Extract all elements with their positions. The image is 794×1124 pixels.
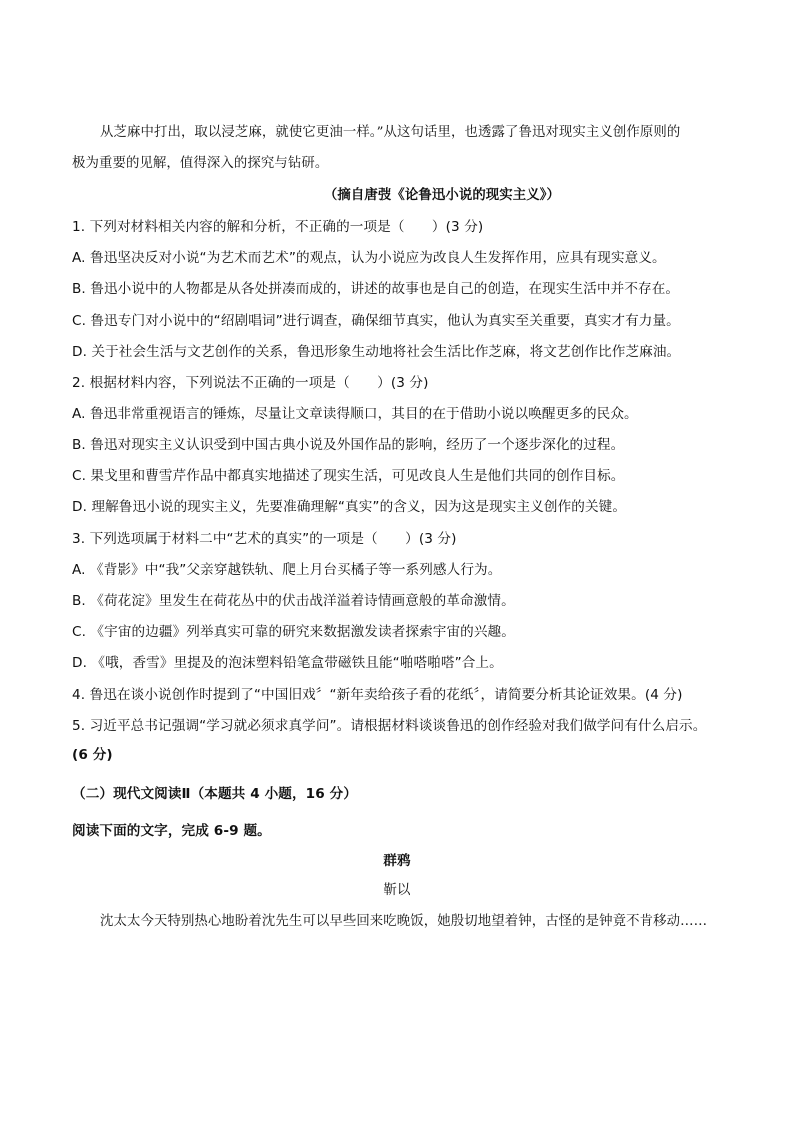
- question-2-option-d: D. 理解鲁迅小说的现实主义，先要准确理解“真实”的含义，因为这是现实主义创作的关键。: [72, 499, 627, 515]
- question-2-stem: 2. 根据材料内容，下列说法不正确的一项是（ ）(3 分): [72, 375, 429, 391]
- question-1-option-b: B. 鲁迅小说中的人物都是从各处拼凑而成的，讲述的故事也是自己的创造，在现实生活中并不存在。: [72, 281, 680, 297]
- story-first-line: 沈太太今天特别热心地盼着沈先生可以早些回来吃晚饭，她殷切地望着钟，古怪的是钟竟不肯移动……: [100, 914, 708, 929]
- passage-intro-line-1: 从芝麻中打出，取以浸芝麻，就使它更油一样。”从这句话里，也透露了鲁迅对现实主义创作原则的: [100, 125, 681, 140]
- section-instruction: 阅读下面的文字，完成 6-9 题。: [72, 823, 271, 839]
- question-2-option-c: C. 果戈里和曹雪芹作品中都真实地描述了现实生活，可见改良人生是他们共同的创作目标。: [72, 468, 625, 484]
- question-3-option-a: A. 《背影》中“我”父亲穿越铁轨、爬上月台买橘子等一系列感人行为。: [72, 562, 502, 578]
- question-1-stem: 1. 下列对材料相关内容的解和分析，不正确的一项是（ ）(3 分): [72, 219, 484, 235]
- question-4-stem: 4. 鲁迅在谈小说创作时提到了“中国旧戏〞“新年卖给孩子看的花纸〞，请简要分析其论证效果。(4 分): [72, 687, 683, 703]
- question-1-option-a: A. 鲁迅坚决反对小说“为艺术而艺术”的观点，认为小说应为改良人生发挥作用，应具有现实意义。: [72, 250, 666, 266]
- question-3-option-b: B. 《荷花淀》里发生在荷花丛中的伏击战洋溢着诗情画意般的革命激情。: [72, 593, 515, 609]
- story-author: 靳以: [383, 883, 411, 898]
- passage-source: （摘自唐弢《论鲁迅小说的现实主义》）: [323, 187, 561, 203]
- section-heading: （二）现代文阅读Ⅱ（本题共 4 小题，16 分）: [72, 786, 358, 802]
- question-3-option-d: D. 《哦，香雪》里提及的泡沫塑料铅笔盒带磁铁且能“啪嗒啪嗒”合上。: [72, 655, 503, 671]
- question-3-option-c: C. 《宇宙的边疆》列举真实可靠的研究来数据激发读者探索宇宙的兴趣。: [72, 624, 515, 640]
- passage-intro-line-2: 极为重要的见解，值得深入的探究与钻研。: [72, 156, 329, 171]
- question-5-stem: 5. 习近平总书记强调“学习就必须求真学问”。请根据材料谈谈鲁迅的创作经验对我们做学问有什么启示。: [72, 718, 707, 734]
- question-2-option-b: B. 鲁迅对现实主义认识受到中国古典小说及外国作品的影响，经历了一个逐步深化的过程。: [72, 437, 625, 453]
- question-3-stem: 3. 下列选项属于材料二中“艺术的真实”的一项是（ ）(3 分): [72, 531, 457, 547]
- question-2-option-a: A. 鲁迅非常重视语言的锤炼，尽量让文章读得顺口，其目的在于借助小说以唤醒更多的民众。: [72, 406, 638, 422]
- question-5-score: (6 分): [72, 747, 113, 763]
- story-title: 群鸦: [383, 853, 411, 869]
- question-1-option-d: D. 关于社会生活与文艺创作的关系，鲁迅形象生动地将社会生活比作芝麻，将文艺创作比作芝麻油。: [72, 344, 681, 360]
- question-1-option-c: C. 鲁迅专门对小说中的“绍剧唱词”进行调查，确保细节真实，他认为真实至关重要，真实才有力量。: [72, 313, 680, 329]
